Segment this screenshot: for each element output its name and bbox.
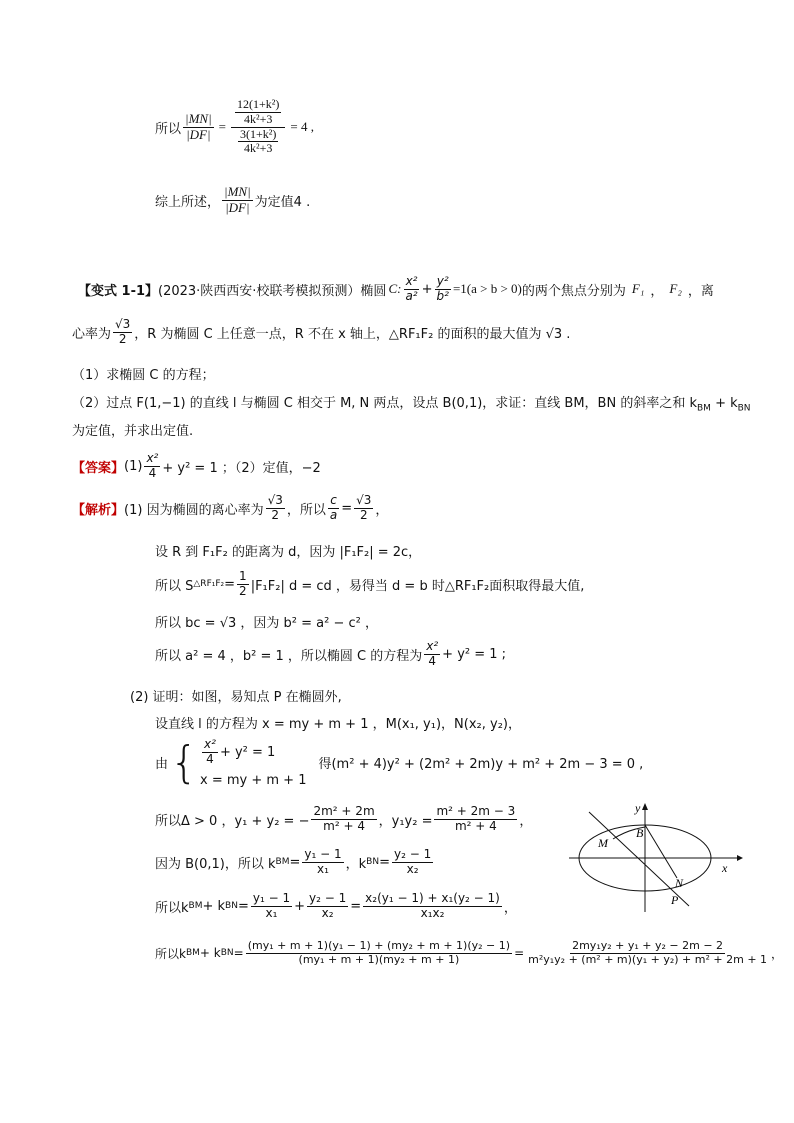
question-2-cont: 为定值，并求出定值.	[72, 424, 194, 439]
top-line-1: 所以 $\frac{|MN|}{|DF|}$ = $\frac{\frac{\text{12(1+k²)}}{\text{4k²+3}}}{\frac{\text{3(1+k²)}}{\text{4k²+3}}}$ = 4 ,	[155, 97, 314, 156]
x-axis-arrow	[737, 855, 743, 861]
label-x: x	[722, 861, 728, 875]
analysis-part2-line-2: 设直线 l 的方程为 x = my + m + 1 ，M(x₁, y₁)，N(x₂, y₂)，	[155, 717, 521, 732]
analysis-label: 【解析】	[72, 502, 125, 518]
analysis-line-4: 所以 bc = √3 ，因为 b² = a² − c² ，	[155, 616, 378, 631]
analysis-line-vieta: 所以Δ > 0 ，y₁ + y₂ = − $\frac{\text{2m² + 2m}}{\text{m² + 4}}$ ，y₁y₂ = $\frac{\text{m² + 2m − 3}}{\text{m² + 4}}$ ，	[155, 804, 533, 833]
label-y: y	[635, 801, 641, 815]
ratio-mn-df: $\frac{|MN|}{|DF|}$	[185, 110, 212, 142]
answer-label: 【答案】	[72, 460, 125, 476]
label-B: B	[636, 826, 644, 840]
analysis-system: 由 { $\frac{\text{x²}}{4}$ + y² = 1 x = my + m + 1 得(m² + 4)y² + (2m² + 2m)y + m² + 2m − 3 = 0 ,	[155, 736, 644, 788]
y-axis-arrow	[642, 803, 648, 810]
problem-tag: 【变式 1-1】	[78, 283, 159, 299]
compound-fraction: $\frac{\frac{\text{12(1+k²)}}{\text{4k²+3}}}{\frac{\text{3(1+k²)}}{\text{4k²+3}}}$	[231, 98, 285, 156]
analysis-line-3: 所以 S △RF₁F₂ = $\frac{1}{2}$ |F₁F₂| d = cd ，易得当 d = b 时△RF₁F₂面积取得最大值,	[155, 569, 585, 598]
analysis-line-1: 【解析】 (1) 因为椭圆的离心率为 $\frac{√3}{2}$ ，所以 $\frac{c}{a}$ = $\frac{√3}{2}$ ，	[72, 493, 389, 522]
top-line-2-prefix: 综上所述，	[155, 194, 221, 210]
problem-line-1: 【变式 1-1】 (2023·陕西西安·校联考模拟预测）椭圆 C: $\frac{\text{x²}}{\text{a²}}$ + $\frac{\text{y²}}{\text{b²}}$ =1(a > b > 0) 的两个焦点分别为 F₁ ， F₂ ，离	[78, 274, 714, 303]
question-1: （1）求椭圆 C 的方程；	[72, 368, 215, 383]
label-N: N	[675, 876, 684, 890]
top-line-2-suffix: 为定值4 .	[254, 194, 311, 210]
analysis-line-2: 设 R 到 F₁F₂ 的距离为 d，因为 |F₁F₂| = 2c，	[155, 545, 422, 560]
problem-line-2: 心率为 $\frac{√3}{2}$ ，R 为椭圆 C 上任意一点，R 不在 x 轴上，△RF₁F₂ 的面积的最大值为 √3 .	[72, 317, 571, 346]
problem-source: (2023·陕西西安·校联考模拟预测）椭圆	[158, 283, 387, 299]
ratio-mn-df-2: $\frac{|MN|}{|DF|}$	[224, 184, 251, 215]
analysis-line-5: 所以 a² = 4 ，b² = 1 ，所以椭圆 C 的方程为 $\frac{\text{x²}}{4}$ + y² = 1 ;	[155, 639, 507, 668]
label-P: P	[671, 893, 679, 907]
analysis-line-expand: 所以k BM + k BN = $\frac{\text{(my₁ + m + 1)(y₁ − 1) + (my₂ + m + 1)(y₂ − 1)}}{\text{(my₁ + m + 1)(my₂ + m + 1)}}$ = $\frac{\text{2my₁y₂ + y₁ + y₂ − 2m − 2}}{\text{m²y₁y₂ + (m² + m)(y₁ + y₂) + m² + 2m + 1}}$ ，	[155, 939, 784, 966]
label-M: M	[598, 836, 608, 850]
analysis-part2-line-1: (2) 证明：如图，易知点 P 在椭圆外,	[130, 690, 342, 705]
top-line-1-result: = 4 ,	[290, 119, 314, 135]
line-BN	[645, 825, 677, 878]
ellipse-diagram	[565, 800, 745, 915]
analysis-line-sum: 所以k BM + k BN = $\frac{\text{y₁ − 1}}{\text{x₁}}$ + $\frac{\text{y₂ − 1}}{\text{x₂}}$ = $\frac{\text{x₂(y₁ − 1) + x₁(y₂ − 1)}}{\text{x₁x₂}}$ ，	[155, 891, 517, 920]
top-line-1-prefix: 所以	[155, 121, 182, 137]
top-line-2	[155, 185, 310, 216]
analysis-line-slopes: 因为 B(0,1)，所以 k BM = $\frac{\text{y₁ − 1}}{\text{x₁}}$ ，k BN = $\frac{\text{y₂ − 1}}{\text{x₂}}$	[155, 847, 432, 876]
answer-line: 【答案】 (1) $\frac{\text{x²}}{4}$ + y² = 1 ；（2）定值，−2	[72, 451, 321, 480]
question-2: （2）过点 F(1,−1) 的直线 l 与椭圆 C 相交于 M, N 两点，设点 B(0,1)，求证：直线 BM，BN 的斜率之和 $k_{BM} + k_{BN}$	[72, 396, 751, 414]
